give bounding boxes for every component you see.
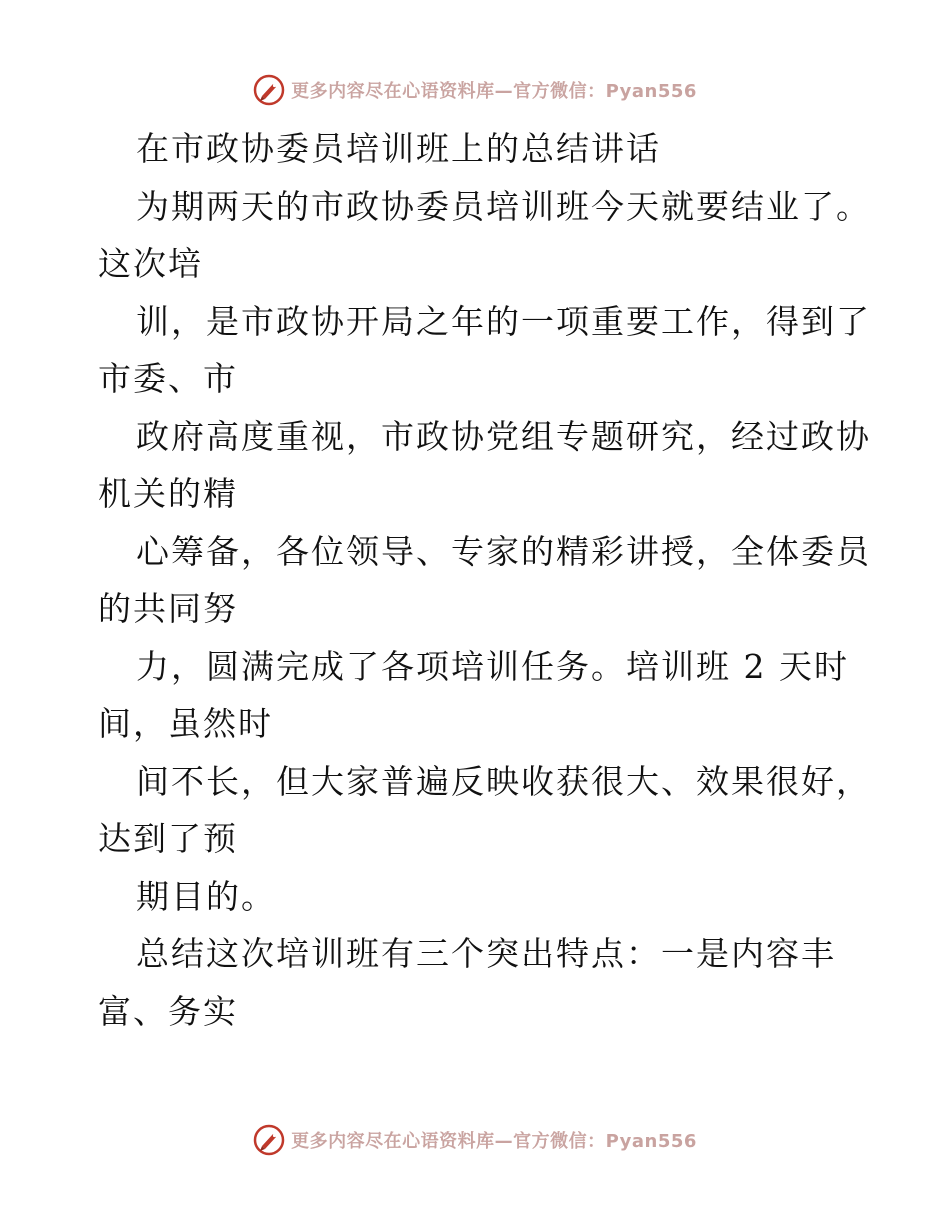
text-line: 这次培 <box>98 244 203 283</box>
text-line: 在市政协委员培训班上的总结讲话 <box>136 129 661 168</box>
text-line: 为期两天的市政协委员培训班今天就要结业了。 <box>136 186 871 226</box>
text-line: 达到了预 <box>98 819 238 858</box>
text-line: 力，圆满完成了各项培训任务。培训班 2 天时 <box>136 646 849 686</box>
text-line: 的共同努 <box>98 589 238 628</box>
pen-logo-icon <box>253 1124 285 1156</box>
text-line: 训，是市政协开局之年的一项重要工作，得到了 <box>136 301 871 341</box>
header-banner <box>0 70 950 110</box>
text-line: 期目的。 <box>136 876 276 916</box>
text-line: 心筹备，各位领导、专家的精彩讲授，全体委员 <box>136 531 871 571</box>
text-line: 富、务实 <box>98 991 238 1031</box>
footer-banner <box>0 1120 950 1160</box>
text-line: 市委、市 <box>98 359 238 398</box>
text-line: 总结这次培训班有三个突出特点：一是内容丰 <box>136 934 836 973</box>
document-body <box>98 120 871 1040</box>
text-line: 间不长，但大家普遍反映收获很大、效果很好， <box>136 761 871 801</box>
text-line: 政府高度重视，市政协党组专题研究，经过政协 <box>136 416 871 456</box>
footer-banner-text: 更多内容尽在心语资料库—官方微信：Pyan556 <box>291 1131 697 1152</box>
text-line: 间，虽然时 <box>98 704 273 743</box>
header-banner-text: 更多内容尽在心语资料库—官方微信：Pyan556 <box>291 81 697 102</box>
text-line: 机关的精 <box>98 474 238 513</box>
pen-logo-icon <box>253 74 285 106</box>
